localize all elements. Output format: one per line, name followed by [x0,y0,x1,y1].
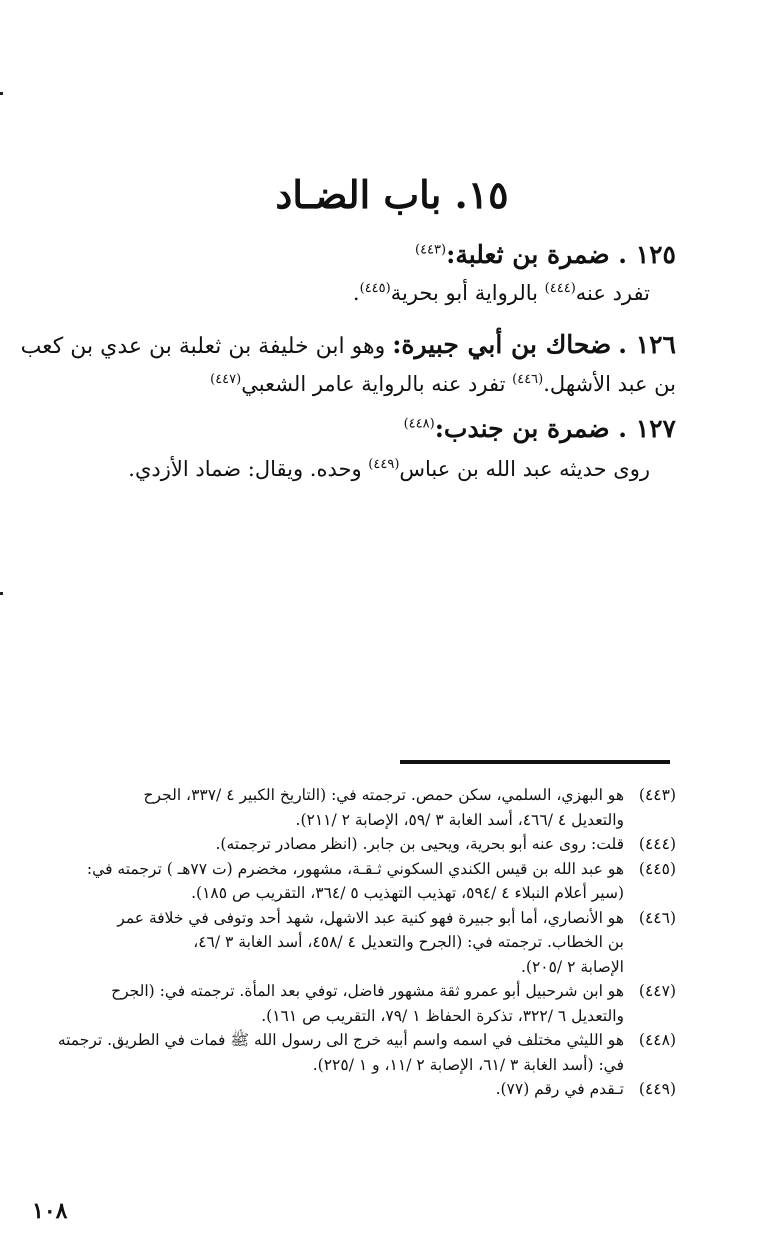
footnote-ref[interactable]: (٤٤٦) [512,372,544,387]
entry-125 [36,236,676,310]
footnote-number: (٤٤٣) [638,786,676,804]
entry-name: ضمرة بن جندب: [434,414,610,443]
entry-heading [36,236,676,274]
footnote-444 [28,832,676,857]
page-number: ١٠٨ [32,1198,68,1224]
entry-text: روى حديثه عبد الله بن عباس [399,457,650,481]
footnote-separator [400,760,670,764]
footnote-number: (٤٤٤) [638,835,676,853]
footnote-ref[interactable]: (٤٤٥) [359,281,391,296]
footnote-line: هو ابن شرحبيل أبو عمرو ثقة مشهور فاضل، توفي بعد المأة. ترجمته في: (الجرح [111,982,624,1000]
margin-mark [0,92,3,95]
footnote-line: والتعديل ٦ /٣٢٢، تذكرة الحفاظ ١ /٧٩، التقريب ص ١٦١). [261,1006,624,1025]
entry-126 [20,326,676,402]
footnote-ref[interactable]: (٤٤٩) [368,457,400,472]
footnote-449 [28,1077,676,1102]
footnote-line: قلت: روى عنه أبو بحرية، ويحيى بن جابر. (انظر مصادر ترجمته). [215,835,624,853]
entry-number: ١٢٧ . [618,414,676,443]
footnote-line: هو البهزي، السلمي، سكن حمص. ترجمته في: (التاريخ الكبير ٤ /٣٣٧، الجرح [143,786,624,804]
footnote-446 [28,906,676,980]
footnote-line: هو الليثي مختلف في اسمه واسم أبيه خرج الى رسول الله ﷺ فمات في الطريق. ترجمته [57,1031,624,1049]
entry-text: . [352,281,360,305]
footnote-line: الإصابة ٢ /٢٠٥). [520,957,624,976]
entry-name: ضحاك بن أبي جبيرة: [392,330,612,359]
footnote-ref[interactable]: (٤٤٨) [403,416,435,432]
entry-name: ضمرة بن ثعلبة: [446,240,610,269]
footnote-line: هو الأنصاري، أما أبو جبيرة فهو كنية عبد الاشهل، شهد أحد وتوفى في خلافة عمر [117,908,624,927]
entry-text: تفرد عنه [575,281,650,305]
footnote-number: (٤٤٧) [638,982,676,1000]
entry-line [20,326,676,366]
footnote-line: والتعديل ٤ /٤٦٦، أسد الغابة ٣ /٥٩، الإصابة ٢ /٢١١). [295,810,624,829]
footnote-ref[interactable]: (٤٤٤) [544,281,576,296]
entry-127 [36,410,676,486]
footnote-ref[interactable]: (٤٤٧) [210,372,242,387]
chapter-title: ١٥. باب الضـاد [275,172,509,217]
footnote-line: بن الخطاب. ترجمته في: (الجرح والتعديل ٤ /٤٥٨، أسد الغابة ٣ /٤٦، [193,933,624,951]
entry-body [36,452,650,486]
entry-number: ١٢٥ . [618,240,676,269]
footnote-447 [28,979,676,1028]
entry-text: تفرد عنه بالرواية عامر الشعبي [241,372,513,396]
footnote-ref[interactable]: (٤٤٣) [415,242,447,258]
footnote-line: في: (أسد الغابة ٣ /٦١، الإصابة ٢ /١١، و ١ /٢٢٥). [312,1055,624,1074]
footnote-line: (سير أعلام النبلاء ٤ /٥٩٤، تهذيب التهذيب ٥ /٣٦٤، التقريب ص ١٨٥). [191,884,624,902]
footnote-line: هو عبد الله بن قيس الكندي السكوني ثـقـة، مشهور، مخضرم (ت ٧٧هـ ) ترجمته في: [86,859,624,878]
footnote-line: تـقدم في رقم (٧٧). [495,1080,624,1098]
footnote-number: (٤٤٦) [638,908,676,927]
footnote-443 [28,783,676,832]
entry-text: وهو ابن خليفة بن ثعلبة بن عدي بن كعب [20,334,393,359]
footnote-number: (٤٤٩) [638,1080,676,1098]
footnotes [28,783,676,1102]
entry-number: ١٢٦ . [618,330,676,359]
entry-line [36,366,676,402]
footnote-445 [28,857,676,906]
footnote-number: (٤٤٥) [638,859,676,878]
entry-body [36,276,650,310]
margin-mark [0,592,3,595]
footnote-number: (٤٤٨) [638,1031,676,1049]
entry-text: وحده. ويقال: ضماد الأزدي. [128,457,369,481]
entry-heading [36,410,676,448]
footnote-448 [28,1028,676,1077]
entry-text: بالرواية أبو بحرية [390,281,545,305]
entry-text: بن عبد الأشهل. [543,372,676,396]
